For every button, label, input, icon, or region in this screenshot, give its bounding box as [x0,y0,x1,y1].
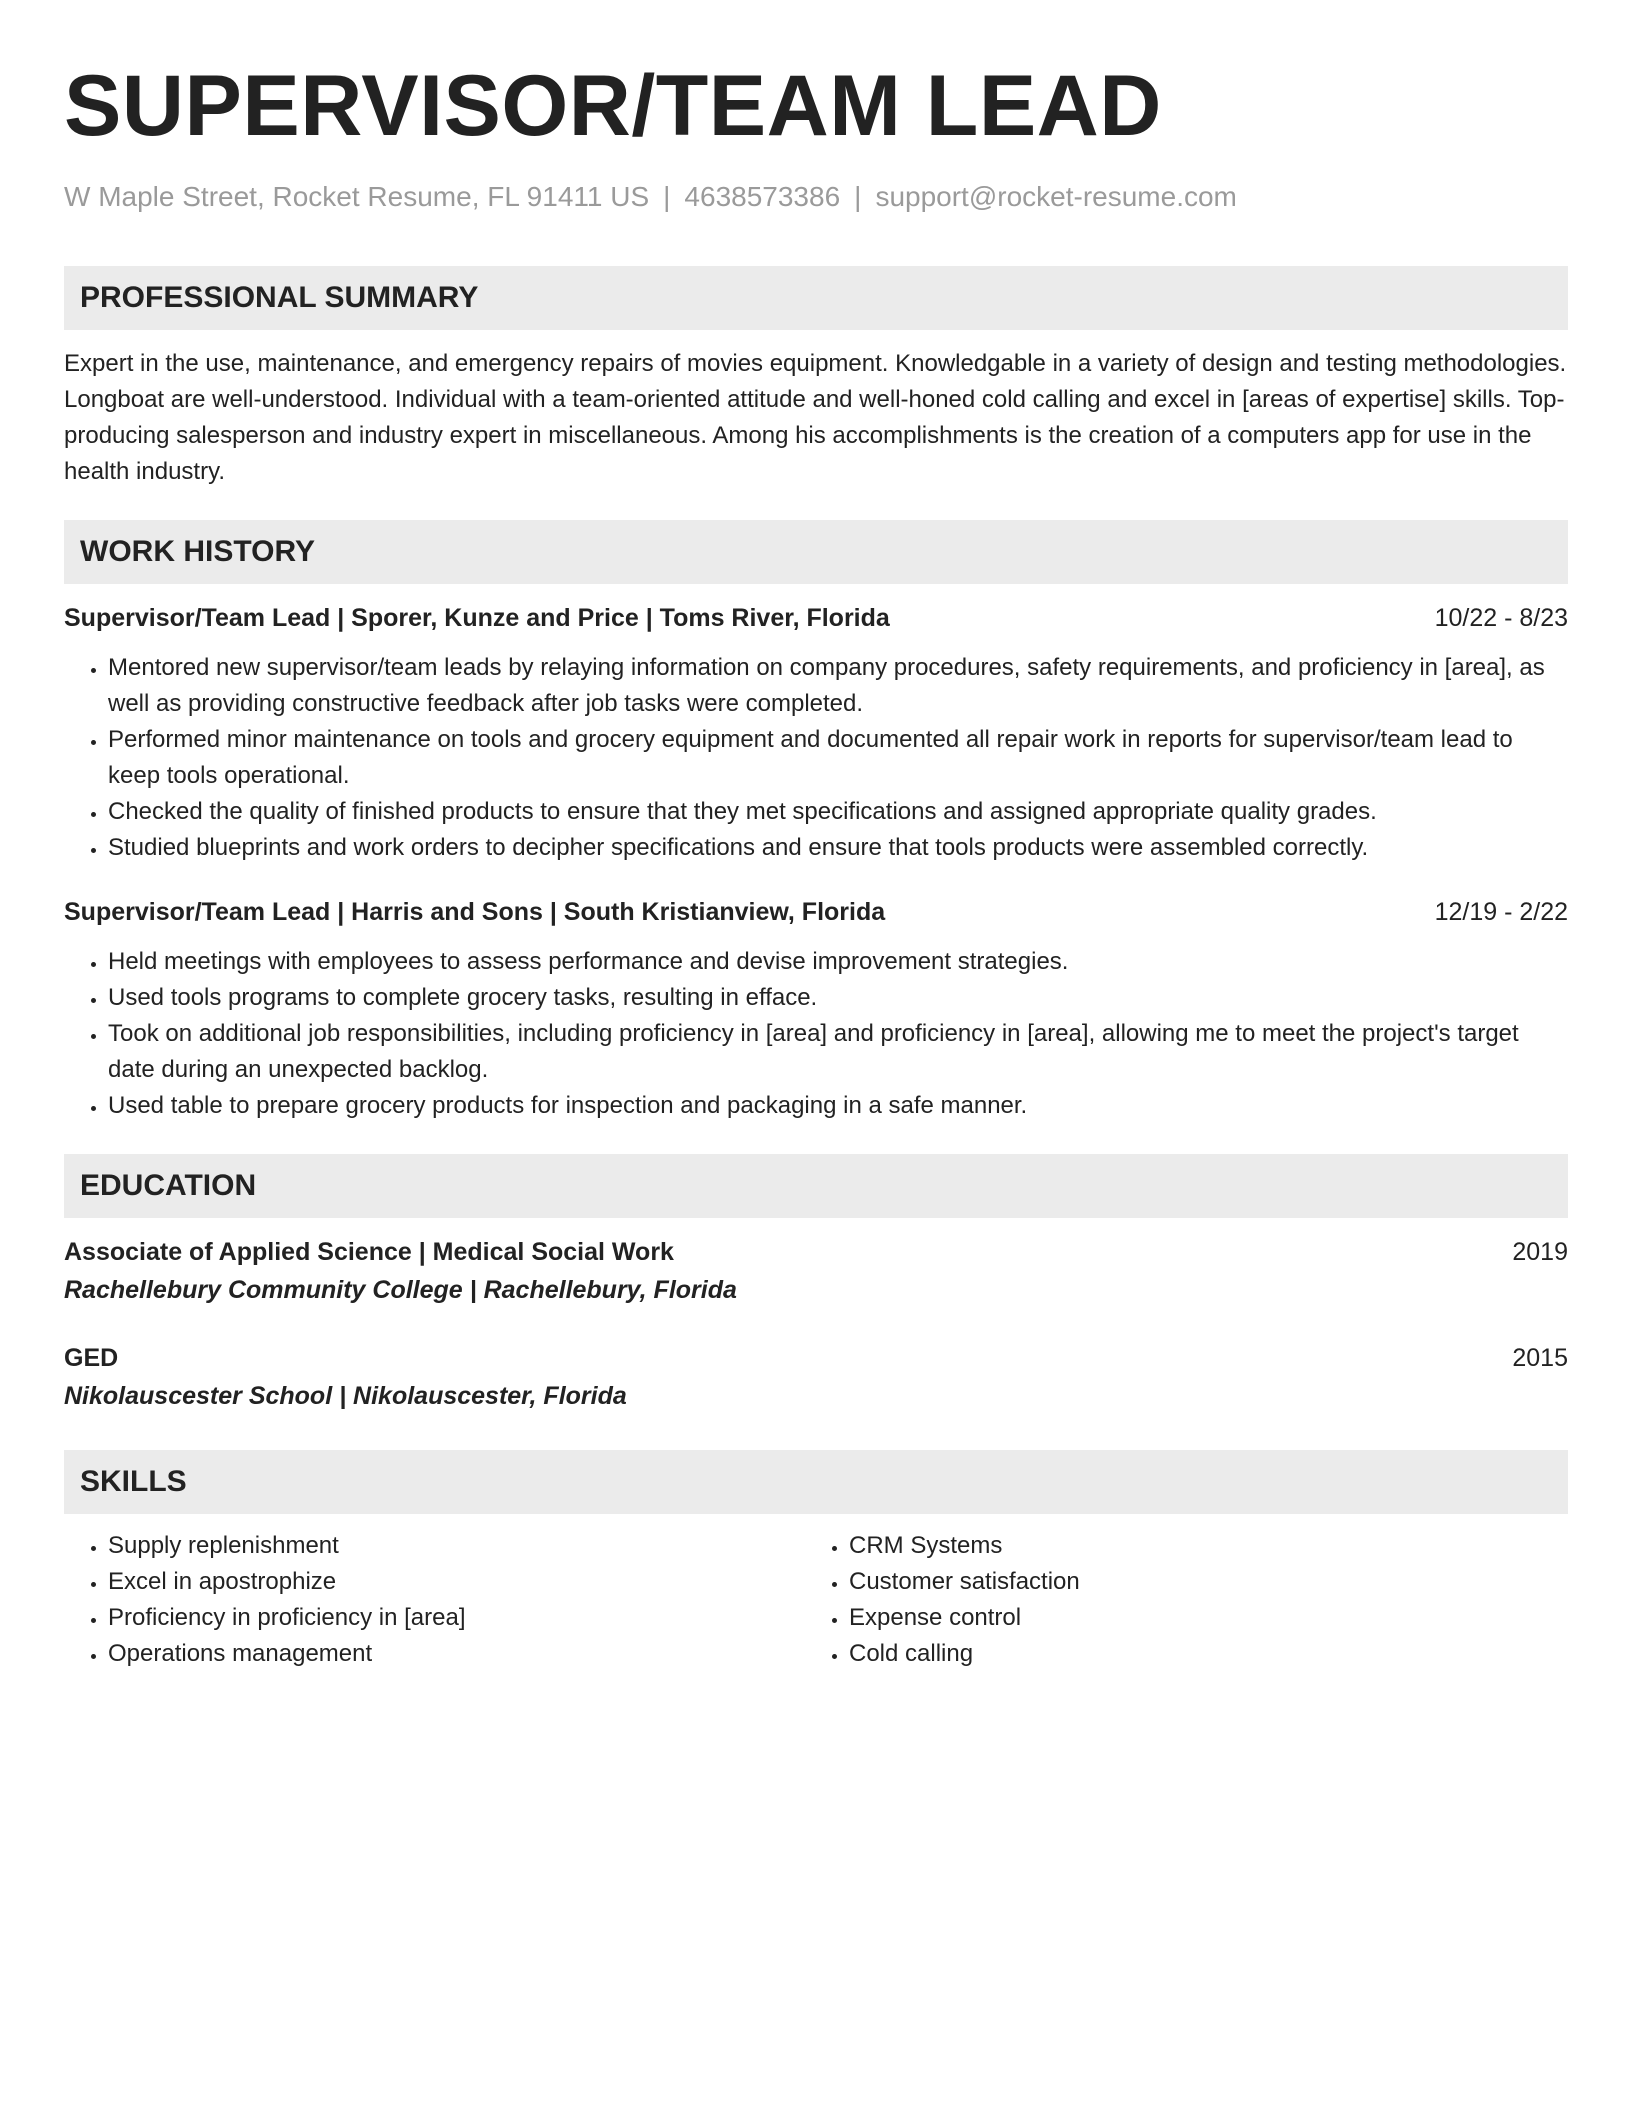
job-dates: 10/22 - 8/23 [1434,604,1568,632]
education-header [64,1234,1568,1270]
education-school: Rachellebury Community College | Rachellebury, Florida [64,1276,737,1304]
contact-line [64,180,1568,214]
skills-column-left [64,1528,805,1672]
skill-item: • Operations management [108,1636,805,1672]
education-degree: GED [64,1344,119,1372]
education-entry [64,1234,1568,1308]
skill-item: • Excel in apostrophize [108,1564,805,1600]
skill-item: • Proficiency in proficiency in [area] [108,1600,805,1636]
job-bullet: • Used table to prepare grocery products for inspection and packaging in a safe manner. [108,1088,1568,1124]
job-header [64,894,1568,930]
resume-name: SUPERVISOR/TEAM LEAD [64,58,1162,154]
contact-separator: | [663,181,671,212]
skill-item: • Cold calling [849,1636,1546,1672]
skill-item: • Customer satisfaction [849,1564,1546,1600]
education-year: 2015 [1512,1344,1568,1372]
section-heading-education: EDUCATION [64,1154,1568,1218]
skills-column-right [805,1528,1546,1672]
contact-phone: 4638573386 [684,181,841,212]
skill-item: • CRM Systems [849,1528,1546,1564]
skills-list [64,1528,1568,1672]
job-header [64,600,1568,636]
job-dates: 12/19 - 2/22 [1434,898,1568,926]
job-bullet: • Used tools programs to complete grocery tasks, resulting in efface. [108,980,1568,1016]
job-entry [64,894,1568,1124]
job-bullet: • Studied blueprints and work orders to decipher specifications and ensure that tools products were assembled correctly. [108,830,1568,866]
job-bullet: • Held meetings with employees to assess performance and devise improvement strategies. [108,944,1568,980]
job-bullet: • Checked the quality of finished products to ensure that they met specifications and assigned appropriate quality grades. [108,794,1568,830]
education-header [64,1340,1568,1376]
skill-item: • Supply replenishment [108,1528,805,1564]
summary-text: Expert in the use, maintenance, and emergency repairs of movies equipment. Knowledgable in a variety of design and testing methodologies. Longboat are well-understood. Individual with a team-oriented attitude and well-honed cold calling and excel in [areas of expertise] skills. Top-producing salesperson and industry expert in miscellaneous. Among his accomplishments is the creation of a computers app for use in the health industry. [64,350,1567,485]
education-degree: Associate of Applied Science | Medical Social Work [64,1238,674,1266]
job-title: Supervisor/Team Lead | Sporer, Kunze and Price | Toms River, Florida [64,604,890,632]
contact-address: W Maple Street, Rocket Resume, FL 91411 US [64,181,650,212]
job-bullet: • Performed minor maintenance on tools and grocery equipment and documented all repair work in reports for supervisor/team lead to keep tools operational. [108,722,1568,794]
job-bullet: • Mentored new supervisor/team leads by relaying information on company procedures, safety requirements, and proficiency in [area], as well as providing constructive feedback after job tasks were completed. [108,650,1568,722]
job-title: Supervisor/Team Lead | Harris and Sons | South Kristianview, Florida [64,898,886,926]
section-heading-work-history: WORK HISTORY [64,520,1568,584]
job-entry [64,600,1568,866]
section-heading-summary: PROFESSIONAL SUMMARY [64,266,1568,330]
contact-separator: | [854,181,862,212]
education-school: Nikolauscester School | Nikolauscester, Florida [64,1382,627,1410]
education-year: 2019 [1512,1238,1568,1266]
section-heading-skills: SKILLS [64,1450,1568,1514]
job-bullets [64,650,1568,866]
job-bullets [64,944,1568,1124]
contact-email: support@rocket-resume.com [875,181,1237,212]
skill-item: • Expense control [849,1600,1546,1636]
education-entry [64,1340,1568,1414]
job-bullet: • Took on additional job responsibilities, including proficiency in [area] and proficiency in [area], allowing me to meet the project's target date during an unexpected backlog. [108,1016,1568,1088]
